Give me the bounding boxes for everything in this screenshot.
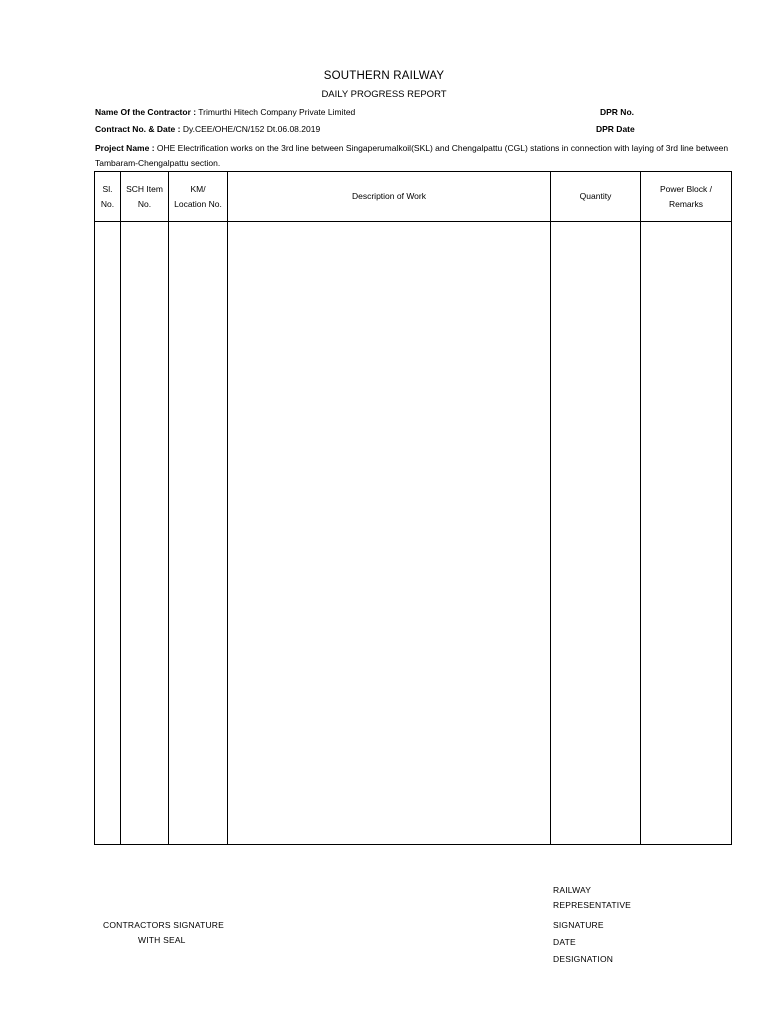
- col-power-block-remarks: Power Block / Remarks: [641, 172, 732, 222]
- cell-power-block-remarks[interactable]: [641, 222, 732, 845]
- contract-value: Dy.CEE/OHE/CN/152 Dt.06.08.2019: [180, 124, 321, 134]
- col-km-location: KM/ Location No.: [169, 172, 228, 222]
- contractor-label: Name Of the Contractor :: [95, 107, 197, 117]
- contractor-signature-label: CONTRACTORS SIGNATURE: [103, 920, 225, 930]
- signature-label: SIGNATURE: [553, 920, 604, 930]
- table-body-row: [95, 222, 732, 845]
- contractor-value: Trimurthi Hitech Company Private Limited: [196, 107, 356, 117]
- col-sl-no: Sl. No.: [95, 172, 121, 222]
- project-label: Project Name :: [95, 143, 155, 153]
- cell-description[interactable]: [228, 222, 551, 845]
- report-title: DAILY PROGRESS REPORT: [321, 89, 447, 100]
- contract-label: Contract No. & Date :: [95, 124, 181, 134]
- table-header-row: [95, 172, 732, 222]
- progress-table: [94, 171, 732, 845]
- contractor-line: [95, 107, 355, 117]
- dpr-date-label: DPR Date: [596, 124, 635, 134]
- contractor-seal-label: WITH SEAL: [138, 935, 186, 945]
- project-value: OHE Electrification works on the 3rd line between Singaperumalkoil(SKL) and Chengalpattu (CGL) stations in connection with laying of 3rd line between Tambaram-Chengalpattu section.: [95, 143, 729, 168]
- railway-label: RAILWAY: [553, 885, 592, 895]
- designation-label: DESIGNATION: [553, 954, 614, 964]
- cell-sch-item-no[interactable]: [121, 222, 169, 845]
- date-label: DATE: [553, 937, 576, 947]
- col-sch-item-no: SCH Item No.: [121, 172, 169, 222]
- contract-line: [95, 124, 320, 134]
- project-line: [95, 141, 735, 170]
- col-quantity: Quantity: [551, 172, 641, 222]
- cell-sl-no[interactable]: [95, 222, 121, 845]
- cell-km-location[interactable]: [169, 222, 228, 845]
- representative-label: REPRESENTATIVE: [553, 900, 632, 910]
- org-title: SOUTHERN RAILWAY: [323, 70, 445, 82]
- cell-quantity[interactable]: [551, 222, 641, 845]
- dpr-no-label: DPR No.: [600, 107, 634, 117]
- col-description: Description of Work: [228, 172, 551, 222]
